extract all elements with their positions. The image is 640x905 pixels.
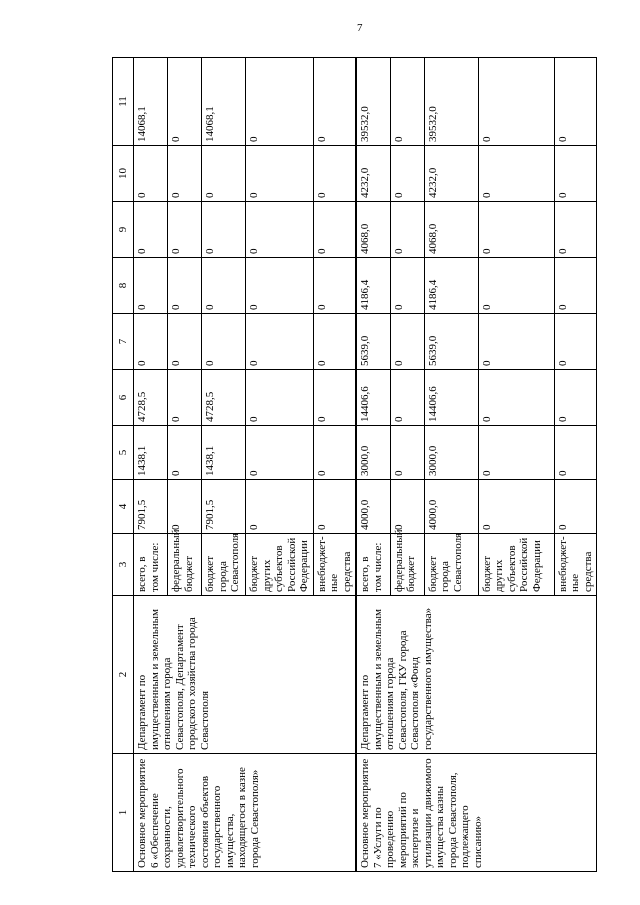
value-cell: 0 bbox=[313, 370, 356, 426]
header-cell: 1 bbox=[113, 754, 134, 872]
value-cell: 0 bbox=[313, 146, 356, 202]
value-cell: 4068,0 bbox=[356, 202, 390, 258]
value-cell: 0 bbox=[246, 314, 314, 370]
value-cell: 0 bbox=[168, 314, 202, 370]
value-cell: 4728,5 bbox=[134, 370, 168, 426]
source-cell: бюджет города Севастополя bbox=[424, 534, 478, 596]
value-cell: 0 bbox=[390, 58, 424, 146]
header-cell: 2 bbox=[113, 596, 134, 754]
value-cell: 0 bbox=[313, 202, 356, 258]
value-cell: 0 bbox=[313, 58, 356, 146]
value-cell: 0 bbox=[168, 370, 202, 426]
budget-table bbox=[112, 57, 597, 872]
source-cell: бюджет других субъектов Российской Федерации bbox=[246, 534, 314, 596]
value-cell: 3000,0 bbox=[356, 426, 390, 480]
value-cell: 0 bbox=[390, 370, 424, 426]
header-cell: 3 bbox=[113, 534, 134, 596]
value-cell: 3000,0 bbox=[424, 426, 478, 480]
value-cell: 0 bbox=[390, 146, 424, 202]
event-cell: Основное мероприятие 6 «Обеспечение сохранности, удовлетворительного технического состояния объектов государственного имущества, находящегося в казне города Севастополя» bbox=[134, 754, 357, 872]
value-cell: 4186,4 bbox=[356, 258, 390, 314]
value-cell: 0 bbox=[554, 426, 597, 480]
value-cell: 14068,1 bbox=[202, 58, 246, 146]
value-cell: 0 bbox=[134, 202, 168, 258]
value-cell: 0 bbox=[478, 202, 554, 258]
header-cell: 9 bbox=[113, 202, 134, 258]
header-cell: 10 bbox=[113, 146, 134, 202]
value-cell: 5639,0 bbox=[424, 314, 478, 370]
value-cell: 0 bbox=[246, 258, 314, 314]
value-cell: 0 bbox=[134, 258, 168, 314]
source-cell: бюджет города Севастополя bbox=[202, 534, 246, 596]
value-cell: 0 bbox=[478, 480, 554, 534]
header-cell: 7 bbox=[113, 314, 134, 370]
value-cell: 14068,1 bbox=[134, 58, 168, 146]
source-cell: бюджет других субъектов Российской Федерации bbox=[478, 534, 554, 596]
value-cell: 0 bbox=[390, 480, 424, 534]
value-cell: 0 bbox=[478, 146, 554, 202]
value-cell: 0 bbox=[478, 370, 554, 426]
value-cell: 0 bbox=[134, 314, 168, 370]
value-cell: 4232,0 bbox=[356, 146, 390, 202]
value-cell: 39532,0 bbox=[424, 58, 478, 146]
value-cell: 0 bbox=[168, 480, 202, 534]
value-cell: 0 bbox=[246, 202, 314, 258]
value-cell: 0 bbox=[313, 314, 356, 370]
header-cell: 5 bbox=[113, 426, 134, 480]
value-cell: 4186,4 bbox=[424, 258, 478, 314]
source-cell: внебюджет-ные средства bbox=[313, 534, 356, 596]
value-cell: 0 bbox=[554, 370, 597, 426]
value-cell: 5639,0 bbox=[356, 314, 390, 370]
value-cell: 0 bbox=[168, 202, 202, 258]
source-cell: внебюджет-ные средства bbox=[554, 534, 597, 596]
page-number: 7 bbox=[357, 22, 363, 34]
header-cell: 6 bbox=[113, 370, 134, 426]
value-cell: 0 bbox=[313, 426, 356, 480]
value-cell: 14406,6 bbox=[356, 370, 390, 426]
value-cell: 0 bbox=[168, 146, 202, 202]
value-cell: 7901,5 bbox=[202, 480, 246, 534]
value-cell: 0 bbox=[246, 480, 314, 534]
value-cell: 0 bbox=[478, 258, 554, 314]
value-cell: 0 bbox=[478, 314, 554, 370]
table-row bbox=[356, 58, 390, 872]
value-cell: 0 bbox=[134, 146, 168, 202]
value-cell: 0 bbox=[246, 58, 314, 146]
value-cell: 0 bbox=[554, 258, 597, 314]
source-cell: федеральный бюджет bbox=[168, 534, 202, 596]
value-cell: 4232,0 bbox=[424, 146, 478, 202]
source-cell: федеральный бюджет bbox=[390, 534, 424, 596]
value-cell: 4000,0 bbox=[424, 480, 478, 534]
value-cell: 0 bbox=[554, 480, 597, 534]
header-row bbox=[113, 58, 134, 872]
value-cell: 0 bbox=[246, 426, 314, 480]
value-cell: 1438,1 bbox=[134, 426, 168, 480]
value-cell: 0 bbox=[168, 58, 202, 146]
value-cell: 39532,0 bbox=[356, 58, 390, 146]
value-cell: 4000,0 bbox=[356, 480, 390, 534]
value-cell: 0 bbox=[202, 202, 246, 258]
header-cell: 4 bbox=[113, 480, 134, 534]
executor-cell: Департамент по имущественным и земельным отношениям города Севастополя, Департамент городского хозяйства города Севастополя bbox=[134, 596, 357, 754]
value-cell: 0 bbox=[202, 314, 246, 370]
header-cell: 8 bbox=[113, 258, 134, 314]
value-cell: 0 bbox=[390, 314, 424, 370]
value-cell: 1438,1 bbox=[202, 426, 246, 480]
rotated-table-container bbox=[112, 58, 608, 872]
value-cell: 7901,5 bbox=[134, 480, 168, 534]
source-cell: всего, в том числе: bbox=[356, 534, 390, 596]
value-cell: 0 bbox=[390, 426, 424, 480]
value-cell: 0 bbox=[554, 202, 597, 258]
value-cell: 0 bbox=[554, 314, 597, 370]
value-cell: 0 bbox=[554, 146, 597, 202]
table-row bbox=[134, 58, 168, 872]
value-cell: 0 bbox=[246, 146, 314, 202]
value-cell: 0 bbox=[246, 370, 314, 426]
value-cell: 0 bbox=[554, 58, 597, 146]
value-cell: 0 bbox=[478, 58, 554, 146]
value-cell: 0 bbox=[202, 258, 246, 314]
value-cell: 0 bbox=[390, 202, 424, 258]
value-cell: 0 bbox=[390, 258, 424, 314]
value-cell: 14406,6 bbox=[424, 370, 478, 426]
value-cell: 0 bbox=[478, 426, 554, 480]
value-cell: 0 bbox=[313, 480, 356, 534]
source-cell: всего, в том числе: bbox=[134, 534, 168, 596]
value-cell: 4728,5 bbox=[202, 370, 246, 426]
value-cell: 0 bbox=[168, 426, 202, 480]
event-cell: Основное мероприятие 7 «Услуги по проведению мероприятий по экспертизе и утилизации движимого имущества казны города Севастополя, подлежащего списанию» bbox=[356, 754, 597, 872]
value-cell: 0 bbox=[168, 258, 202, 314]
executor-cell: Департамент по имущественным и земельным отношениям города Севастополя, ГКУ города Севастополя «Фонд государственного имущества» bbox=[356, 596, 597, 754]
value-cell: 0 bbox=[313, 258, 356, 314]
value-cell: 4068,0 bbox=[424, 202, 478, 258]
value-cell: 0 bbox=[202, 146, 246, 202]
header-cell: 11 bbox=[113, 58, 134, 146]
